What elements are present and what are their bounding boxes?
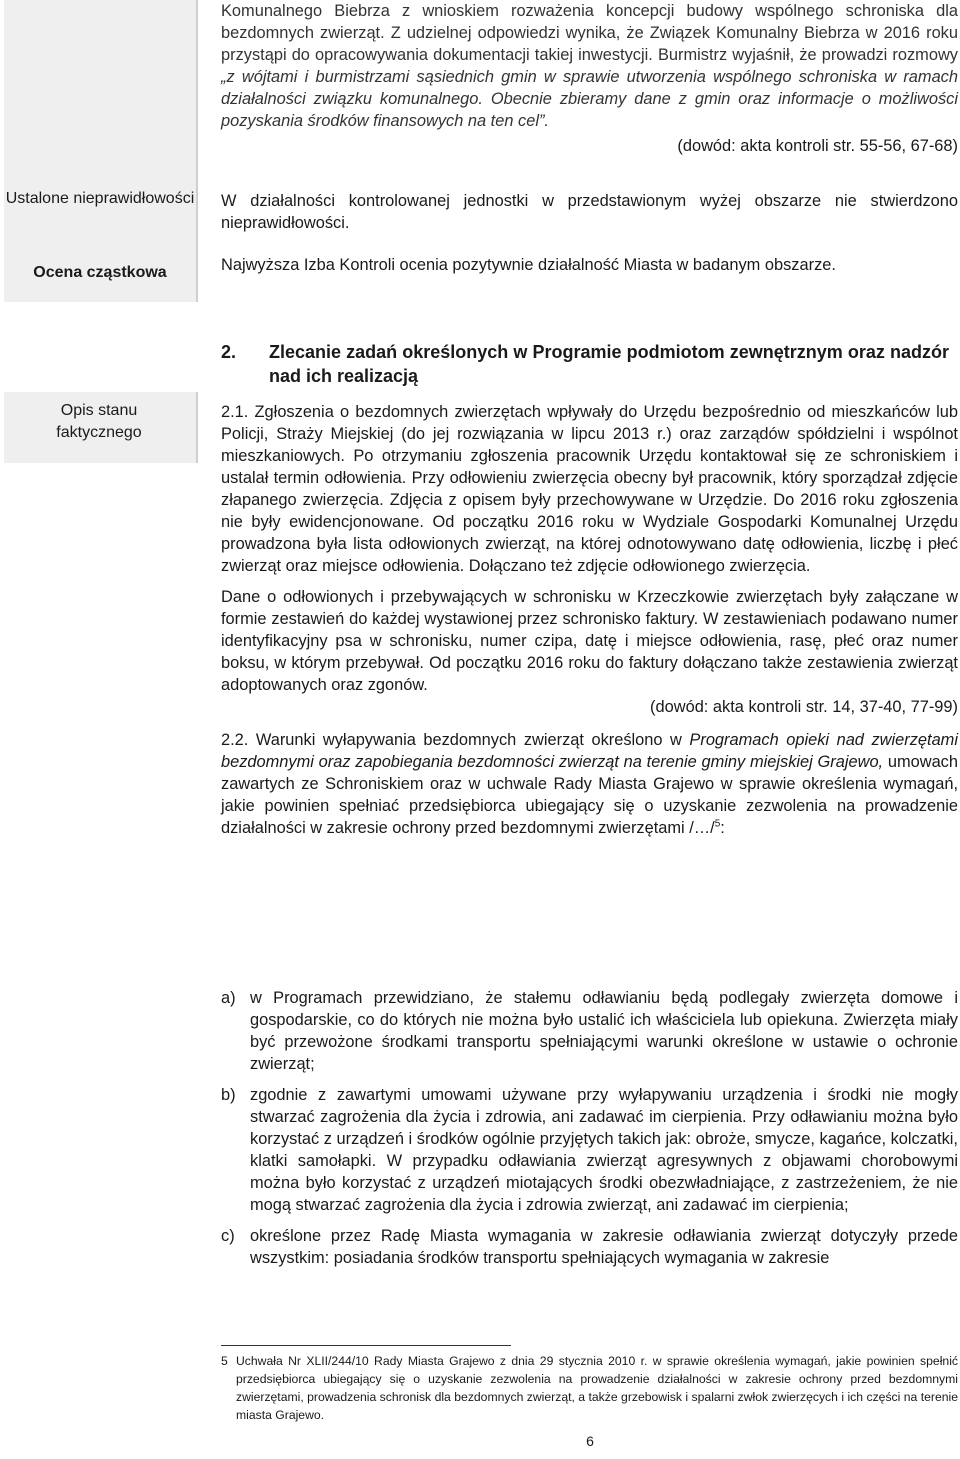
footnote-number: 5 [221, 1354, 228, 1368]
list-marker: b) [221, 1086, 236, 1104]
text-span: 2.2. Warunki wyłapywania bezdomnych zwierząt określono w [221, 731, 690, 749]
italic-quote: „z wójtami i burmistrzami sąsiednich gmin w sprawie utworzenia wspólnego schroniska w ramach działalności związku komunalnego. [221, 68, 958, 108]
list-item [221, 987, 958, 1075]
sidebar-box-findings [4, 0, 198, 302]
paragraph-irregularities: W działalności kontrolowanej jednostki w przedstawionym wyżej obszarze nie stwierdzono nieprawidłowości. [221, 192, 958, 232]
list-marker: c) [221, 1227, 235, 1245]
evidence-reference: (dowód: akta kontroli str. 55-56, 67-68) [677, 137, 958, 155]
evidence-reference: (dowód: akta kontroli str. 14, 37-40, 77-99) [650, 698, 958, 716]
list-item [221, 1084, 958, 1216]
body-text-block [221, 401, 958, 839]
italic-quote: Obecnie zbieramy dane z gmin oraz informacje o możliwości pozyskania środków finansowych na ten cel”. [221, 90, 958, 130]
paragraph-2-2 [221, 729, 958, 839]
footnote-ref: 5 [714, 818, 721, 830]
text-span: Komunalnego Biebrza z wnioskiem rozważenia koncepcji budowy wspólnego schroniska dla bezdomnych zwierząt. Z udzielnej odpowiedzi wynika, że Związek Komunalny Biebrza w 2016 roku przystąpi do opracowywania dokumentacji takiej inwestycji. Burmistrz wyjaśnił, że prowadzi rozmowy [221, 2, 958, 64]
section-title: Zlecanie zadań określonych w Programie podmiotom zewnętrznym oraz nadzór nad ich realizacją [269, 342, 949, 386]
label-opis-stanu: Opis stanu faktycznego [56, 402, 142, 441]
list-item-text: w Programach przewidziano, że stałemu odławianiu będą podlegały zwierzęta domowe i gospodarskie, co do których nie można było ustalić ich właściciela lub opiekuna. Zwierzęta miały być przewożone środkami transportu spełniającymi warunki określone w ustawie o ochronie zwierząt; [250, 989, 958, 1073]
paragraph-2-1: 2.1. Zgłoszenia o bezdomnych zwierzętach wpływały do Urzędu bezpośrednio od mieszkańców lub Policji, Straży Miejskiej (do jej rozwiązania w lipcu 2013 r.) oraz zarządów spółdzielni i wspólnot mieszkaniowych. Po otrzymaniu zgłoszenia pracownik Urzędu kontaktował się ze schroniskiem i ustalał termin odłowienia. Przy odłowieniu zwierzęcia obecny był pracownik, który sporządzał zdjęcie złapanego zwierzęcia. Zdjęcia z opisem były przechowywane w Urzędzie. Do 2016 roku zgłoszenia nie były ewidencjonowane. Od początku 2016 roku w Wydziale Gospodarki Komunalnej Urzędu prowadzona była lista odłowionych zwierząt, na której odnotowywano datę odłowienia, liczbę i płeć zwierząt oraz miejsce odłowienia. Dołączano też zdjęcie odłowionego zwierzęcia. [221, 403, 958, 575]
assessment-text [221, 254, 958, 276]
paragraph-dane: Dane o odłowionych i przebywających w schronisku w Krzeczkowie zwierzętach były załączane w formie zestawień do każdej wystawionej przez schronisko faktury. W zestawieniach podawano numer identyfikacyjny psa w schronisku, numer czipa, datę i miejsce odłowienia, rasę, płeć oraz numer boksu, w którym przebywał. Od początku 2016 roku do faktury dołączano także zestawienia zwierząt adoptowanych oraz zgonów. [221, 588, 958, 694]
footnote-text: Uchwała Nr XLII/244/10 Rady Miasta Grajewo z dnia 29 stycznia 2010 r. w sprawie określenia wymagań, jakie powinien spełnić przedsiębiorca ubiegający się o uzyskanie zezwolenia na prowadzenie działalności w zakresie ochrony przed bezdomnymi zwierzętami, prowadzenia schronisk dla bezdomnych zwierząt, a także grzebowisk i spalarni zwłok zwierzęcych i ich części na terenie miasta Grajewo. [236, 1354, 958, 1422]
footnote-divider [221, 1345, 511, 1346]
list-item-text: zgodnie z zawartymi umowami używane przy wyłapywaniu urządzenia i środki nie mogły stwarzać zagrożenia dla życia i zdrowia, ani zadawać im cierpienia. Przy odławianiu można było korzystać z urządzeń i środków ogólnie przyjętych takich jak: obroże, smycze, kagańce, kolczatki, klatki samołapki. W przypadku odławiania zwierząt agresywnych z objawami chorobowymi można było korzystać z urządzeń miotających środki obezwładniające, z zastrzeżeniem, że nie mogą stwarzać zagrożenia dla życia i zdrowia zwierząt, ani zadawać im cierpienia; [250, 1086, 958, 1214]
text-span: umowach zawartych ze Schroniskiem oraz w uchwale Rady Miasta Grajewo w sprawie określenia wymagań, jakie powinien spełniać przedsiębiorca ubiegający się o uzyskanie zezwolenia na prowadzenie działalności w zakresie ochrony przed bezdomnymi zwierzętami /…/ [221, 753, 958, 837]
list-marker: a) [221, 989, 236, 1007]
list-item [221, 1225, 958, 1269]
section-number: 2. [221, 342, 237, 362]
text-span: : [720, 819, 725, 837]
paragraph-assessment: Najwyższa Izba Kontroli ocenia pozytywnie działalność Miasta w badanym obszarze. [221, 256, 836, 274]
list-item-text: określone przez Radę Miasta wymagania w zakresie odławiania zwierząt dotyczyły przede wszystkim: posiadania środków transportu spełniających wymagania w zakresie [250, 1227, 958, 1267]
sidebar-box-description [4, 392, 198, 463]
footnote [221, 1352, 958, 1424]
conditions-list [221, 987, 958, 1278]
page-number: 6 [586, 1433, 594, 1449]
top-text-block [221, 0, 958, 157]
label-ocena-czastkowa: Ocena cząstkowa [33, 264, 167, 281]
italic-title: Programach opieki nad zwierzętami bezdomnymi oraz zapobiegania bezdomności zwierząt na terenie gminy miejskiej Grajewo, [221, 731, 958, 771]
section-heading [221, 340, 958, 388]
label-ustalone-nieprawidlowosci: Ustalone nieprawidłowości [5, 190, 195, 207]
irregularities-text [221, 190, 958, 234]
paragraph-continuation [221, 0, 958, 132]
